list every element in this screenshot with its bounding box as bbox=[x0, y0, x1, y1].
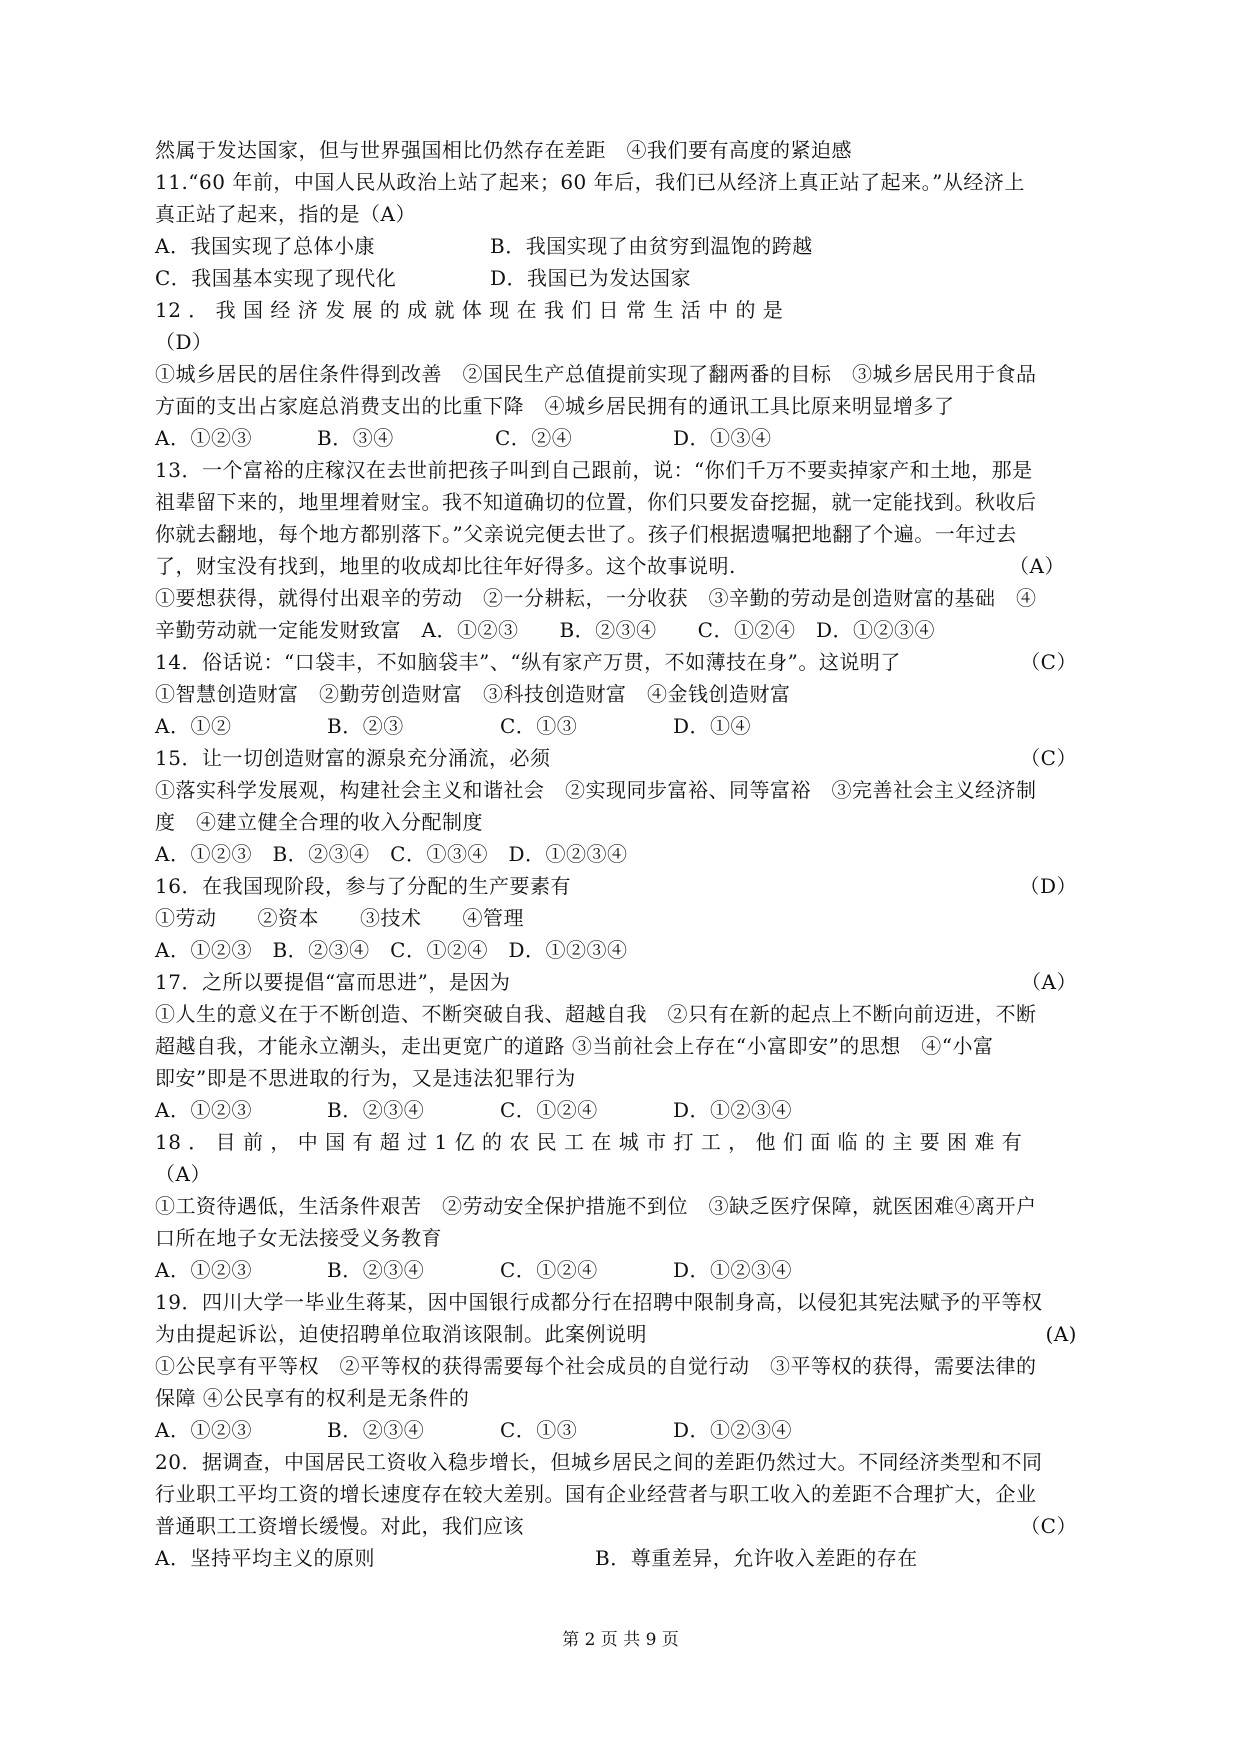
text-line: ①人生的意义在于不断创造、不断突破自我、超越自我 ②只有在新的起点上不断向前迈进，不断 bbox=[155, 1002, 1037, 1026]
question-19: 19．四川大学一毕业生蒋某，因中国银行成都分行在招聘中限制身高，以侵犯其宪法赋予的平等权 bbox=[155, 1290, 1043, 1314]
question-20: 20．据调查，中国居民工资收入稳步增长，但城乡居民之间的差距仍然过大。不同经济类型和不同 bbox=[155, 1450, 1043, 1474]
option: D．①②③④ bbox=[673, 1098, 793, 1122]
question-13: 13．一个富裕的庄稼汉在去世前把孩子叫到自己跟前，说：“你们千万不要卖掉家产和土地，那是 bbox=[155, 458, 1033, 482]
text-span: 15．让一切创造财富的源泉充分涌流，必须 bbox=[155, 746, 551, 770]
text-span: 17．之所以要提倡“富而思进”，是因为 bbox=[155, 970, 511, 994]
question-15 bbox=[155, 742, 1085, 774]
text-line: ①公民享有平等权 ②平等权的获得需要每个社会成员的自觉行动 ③平等权的获得，需要法律的 bbox=[155, 1354, 1037, 1378]
text-line: 辛勤劳动就一定能发财致富 A．①②③ B．②③④ C．①②④ D．①②③④ bbox=[155, 618, 935, 642]
text-line: 保障 ④公民享有的权利是无条件的 bbox=[155, 1386, 470, 1410]
question-18: 18 ． 目 前 ， 中 国 有 超 过 1 亿 的 农 民 工 在 城 市 打 工 ， 他 们 面 临 的 主 要 困 难 有 bbox=[155, 1130, 1023, 1154]
option: B．我国实现了由贫穷到温饱的跨越 bbox=[490, 234, 813, 258]
option: A．①②③ bbox=[155, 1418, 252, 1442]
text-line: 即安”即是不思进取的行为，又是违法犯罪行为 bbox=[155, 1066, 576, 1090]
option: B．②③④ bbox=[327, 1258, 425, 1282]
q14-options-row bbox=[155, 710, 1085, 742]
q18-options-row bbox=[155, 1254, 1085, 1286]
text-line: ①落实科学发展观，构建社会主义和谐社会 ②实现同步富裕、同等富裕 ③完善社会主义经济制 bbox=[155, 778, 1037, 802]
answer-label: （C） bbox=[1020, 746, 1077, 770]
answer-label: （C） bbox=[1020, 650, 1077, 674]
text-line: 超越自我，才能永立潮头，走出更宽广的道路 ③当前社会上存在“小富即安”的思想 ④“小富 bbox=[155, 1034, 994, 1058]
text-span: 14．俗话说：“口袋丰，不如脑袋丰”、“纵有家产万贯，不如薄技在身”。这说明了 bbox=[155, 650, 901, 674]
option: A．①②③ bbox=[155, 1098, 252, 1122]
page-number-footer: 第 2 页 共 9 页 bbox=[562, 1630, 679, 1650]
option: C．①②④ bbox=[500, 1258, 598, 1282]
text-line: 口所在地子女无法接受义务教育 bbox=[155, 1226, 442, 1250]
text-span: 了，财宝没有找到，地里的收成却比往年好得多。这个故事说明. bbox=[155, 554, 736, 578]
option: B．②③④ bbox=[327, 1098, 425, 1122]
option: B．②③④ bbox=[327, 1418, 425, 1442]
q12-options-row bbox=[155, 422, 1085, 454]
option: B．尊重差异，允许收入差距的存在 bbox=[595, 1546, 918, 1570]
question-17 bbox=[155, 966, 1085, 998]
answer-label: （C） bbox=[1020, 1514, 1077, 1538]
option: D．①③④ bbox=[673, 426, 772, 450]
q17-options-row bbox=[155, 1094, 1085, 1126]
answer-label: （A） bbox=[1021, 970, 1077, 994]
option: D．①②③④ bbox=[673, 1418, 793, 1442]
text-line bbox=[155, 550, 1085, 582]
q16-options: A．①②③ B．②③④ C．①②④ D．①②③④ bbox=[155, 938, 628, 962]
text-line bbox=[155, 1510, 1085, 1542]
q19-options-row bbox=[155, 1414, 1085, 1446]
text-line bbox=[155, 1318, 1085, 1350]
question-16 bbox=[155, 870, 1085, 902]
option: A．①② bbox=[155, 714, 232, 738]
option: D．我国已为发达国家 bbox=[490, 266, 692, 290]
text-span: 16．在我国现阶段，参与了分配的生产要素有 bbox=[155, 874, 571, 898]
option: C．我国基本实现了现代化 bbox=[155, 266, 397, 290]
text-line: ①智慧创造财富 ②勤劳创造财富 ③科技创造财富 ④金钱创造财富 bbox=[155, 682, 791, 706]
option: D．①④ bbox=[673, 714, 752, 738]
option: A．坚持平均主义的原则 bbox=[155, 1546, 375, 1570]
option: A．我国实现了总体小康 bbox=[155, 234, 375, 258]
option: C．①②④ bbox=[500, 1098, 598, 1122]
option: C．①③ bbox=[500, 714, 578, 738]
option: D．①②③④ bbox=[673, 1258, 793, 1282]
text-line: 祖辈留下来的，地里埋着财宝。我不知道确切的位置，你们只要发奋挖掘，就一定能找到。秋收后 bbox=[155, 490, 1037, 514]
text-line: 行业职工平均工资的增长速度存在较大差别。国有企业经营者与职工收入的差距不合理扩大，企业 bbox=[155, 1482, 1037, 1506]
answer-label: （D） bbox=[1019, 874, 1077, 898]
text-line: ①工资待遇低，生活条件艰苦 ②劳动安全保护措施不到位 ③缺乏医疗保障，就医困难④离开户 bbox=[155, 1194, 1037, 1218]
answer-label: （D） bbox=[155, 330, 213, 354]
text-span: 为由提起诉讼，迫使招聘单位取消该限制。此案例说明 bbox=[155, 1322, 647, 1346]
question-11: 11.“60 年前，中国人民从政治上站了起来；60 年后，我们已从经济上真正站了起来。”从经济上 bbox=[155, 170, 1025, 194]
text-line: ①要想获得，就得付出艰辛的劳动 ②一分耕耘，一分收获 ③辛勤的劳动是创造财富的基础 ④ bbox=[155, 586, 1037, 610]
q20-options-row bbox=[155, 1542, 1085, 1574]
question-12: 12 ． 我 国 经 济 发 展 的 成 就 体 现 在 我 们 日 常 生 活 中 的 是 bbox=[155, 298, 784, 322]
text-line: ①劳动 ②资本 ③技术 ④管理 bbox=[155, 906, 524, 930]
q15-options: A．①②③ B．②③④ C．①③④ D．①②③④ bbox=[155, 842, 628, 866]
text-span: 普通职工工资增长缓慢。对此，我们应该 bbox=[155, 1514, 524, 1538]
q11-options-row bbox=[155, 262, 1085, 294]
question-14 bbox=[155, 646, 1085, 678]
text-line: 你就去翻地，每个地方都别落下。”父亲说完便去世了。孩子们根据遗嘱把地翻了个遍。一年过去 bbox=[155, 522, 1017, 546]
answer-label: （A） bbox=[1009, 554, 1065, 578]
text-line: 然属于发达国家，但与世界强国相比仍然存在差距 ④我们要有高度的紧迫感 bbox=[155, 138, 852, 162]
answer-label: (A) bbox=[1045, 1322, 1077, 1346]
option: B．②③ bbox=[327, 714, 404, 738]
q11-options-row bbox=[155, 230, 1085, 262]
text-line: 度 ④建立健全合理的收入分配制度 bbox=[155, 810, 483, 834]
text-line: 真正站了起来，指的是（A） bbox=[155, 202, 416, 226]
option: B．③④ bbox=[317, 426, 394, 450]
text-line: ①城乡居民的居住条件得到改善 ②国民生产总值提前实现了翻两番的目标 ③城乡居民用于食品 bbox=[155, 362, 1037, 386]
option: C．②④ bbox=[495, 426, 573, 450]
option: A．①②③ bbox=[155, 1258, 252, 1282]
option: A．①②③ bbox=[155, 426, 252, 450]
text-line: 方面的支出占家庭总消费支出的比重下降 ④城乡居民拥有的通讯工具比原来明显增多了 bbox=[155, 394, 955, 418]
option: C．①③ bbox=[500, 1418, 578, 1442]
answer-label: （A） bbox=[155, 1162, 211, 1186]
